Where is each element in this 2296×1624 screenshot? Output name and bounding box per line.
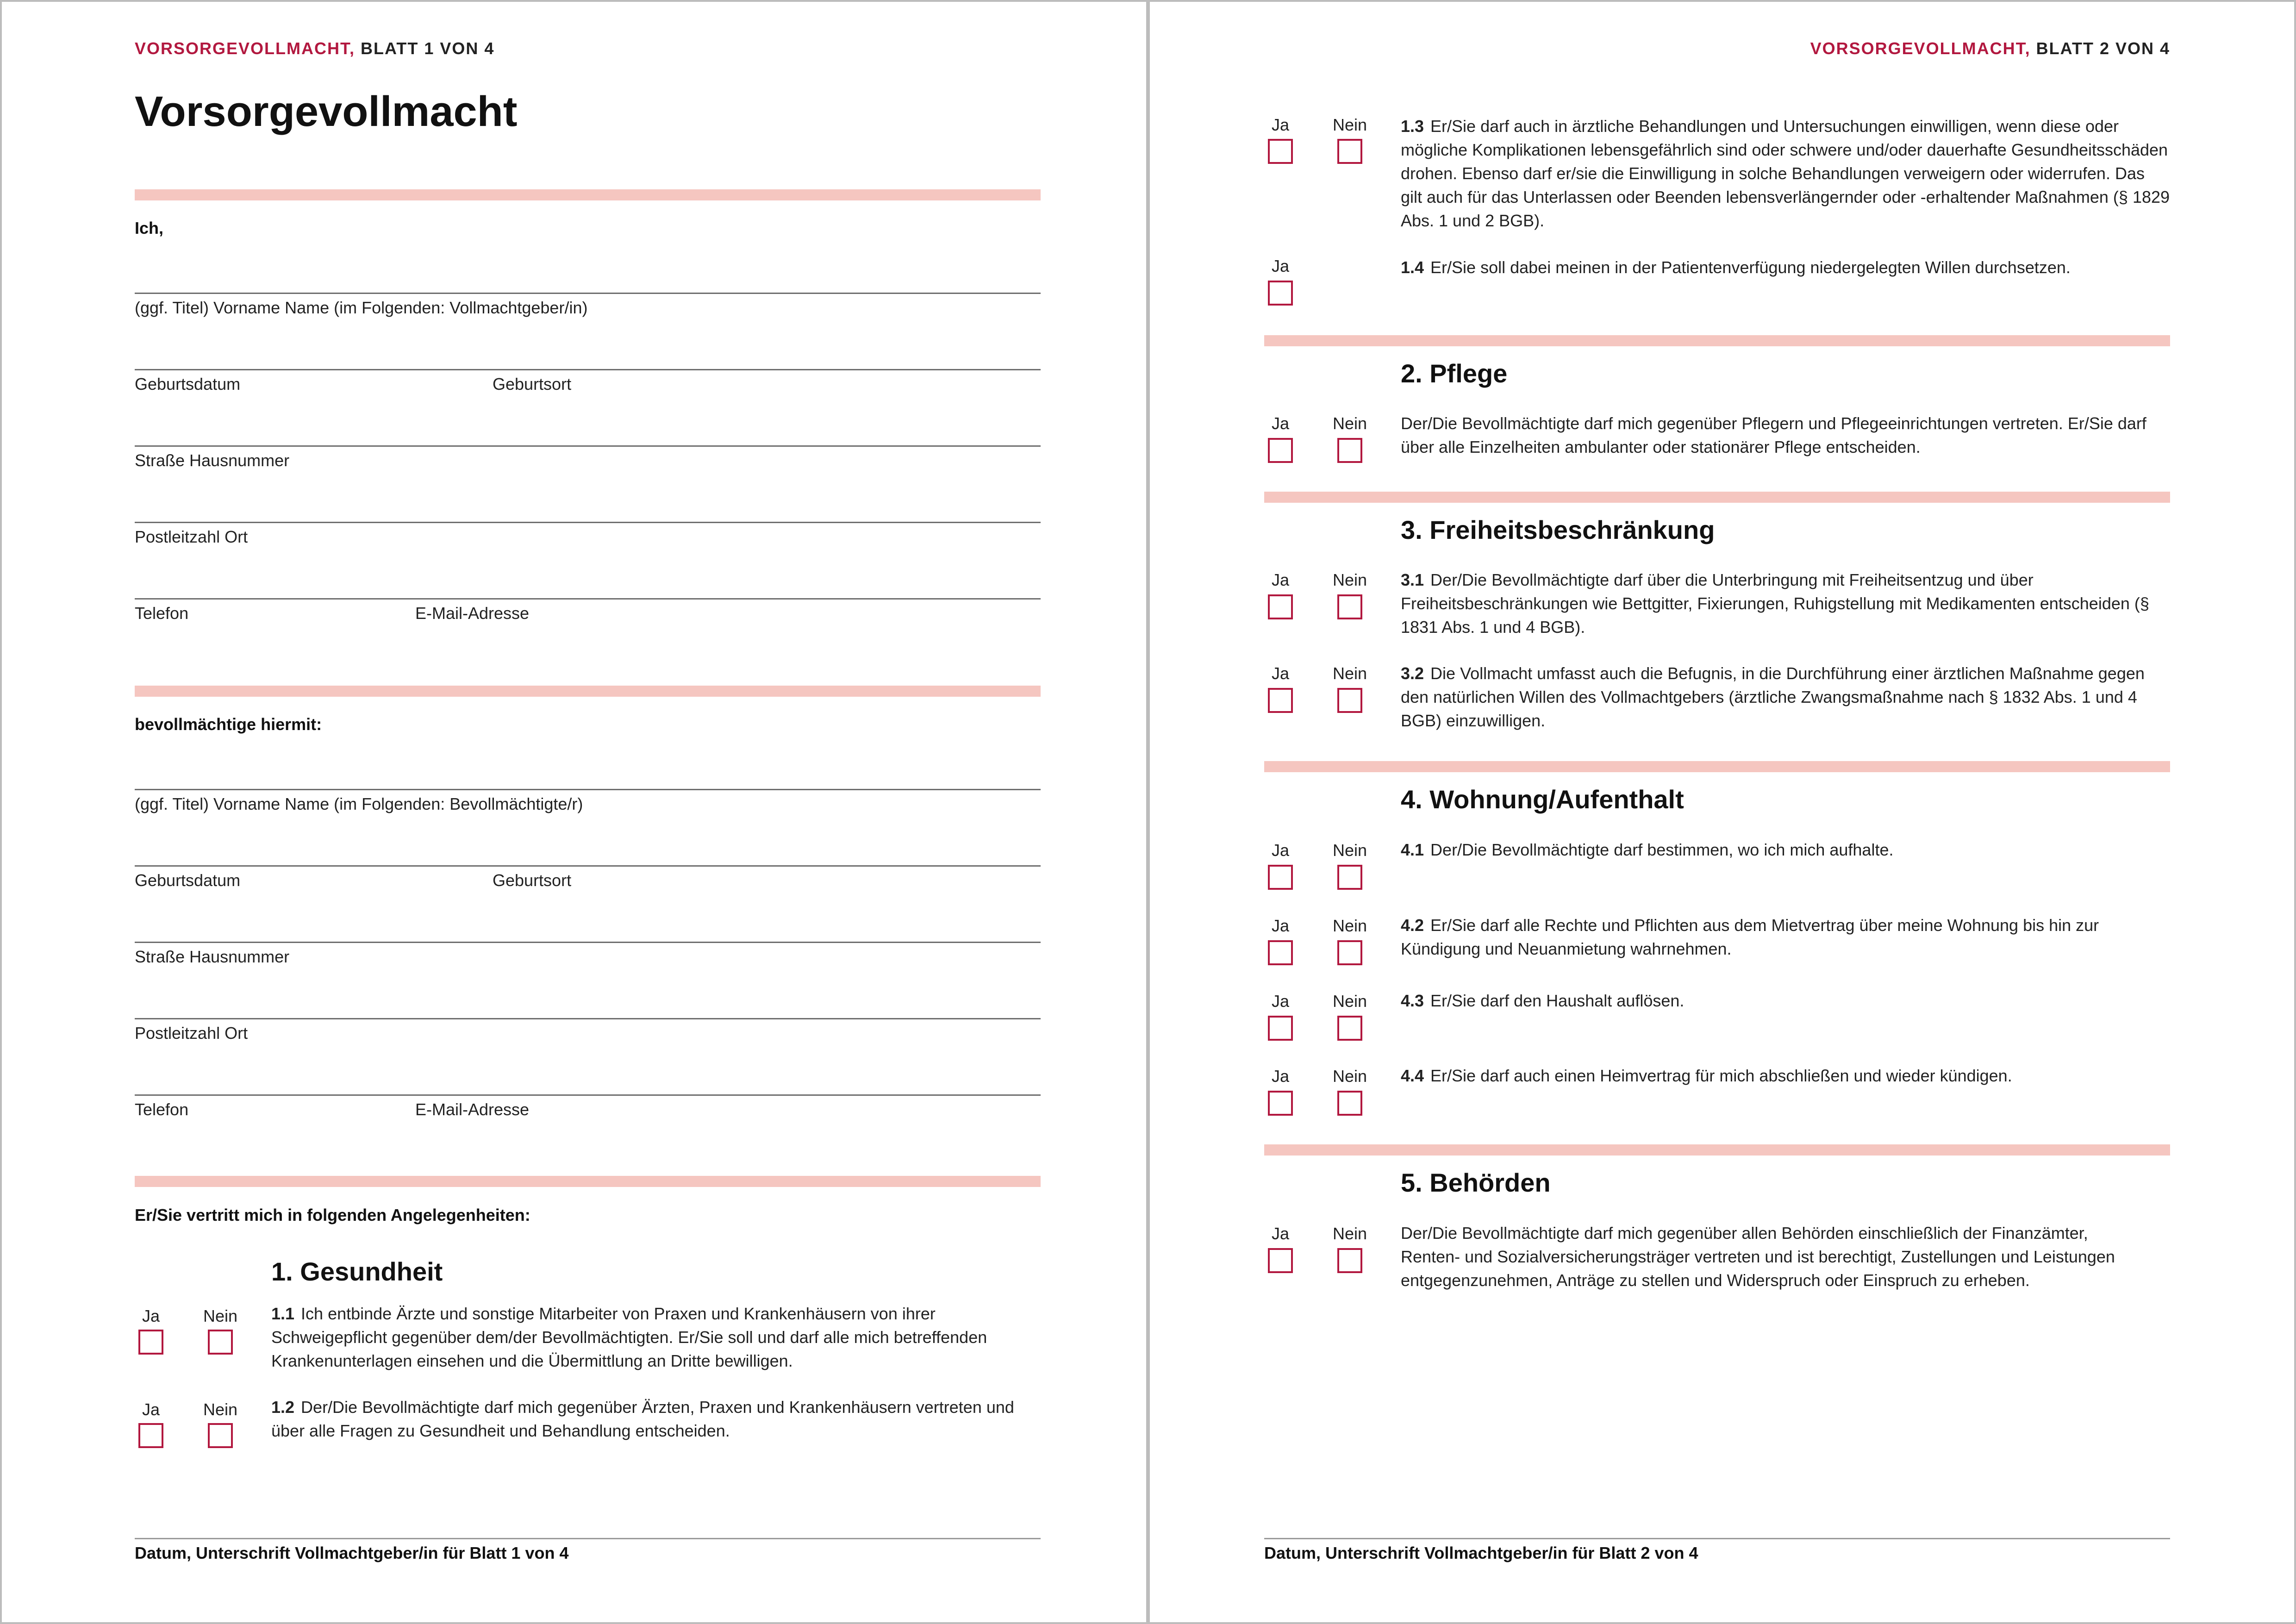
ja-label: Ja bbox=[1271, 992, 1290, 1011]
checkbox-4-2-nein[interactable] bbox=[1337, 940, 1362, 965]
signature-label: Datum, Unterschrift Vollmachtgeber/in für Blatt 1 von 4 bbox=[135, 1543, 569, 1562]
ja-label: Ja bbox=[1271, 841, 1290, 860]
checkbox-4-3-ja[interactable] bbox=[1268, 1016, 1293, 1041]
section-title-pflege: 2. Pflege bbox=[1401, 359, 1508, 388]
giver-city-label: Postleitzahl Ort bbox=[135, 527, 248, 546]
checkbox-3-1-nein[interactable] bbox=[1337, 594, 1362, 619]
page-header bbox=[1810, 39, 2170, 58]
agent-email-label: E-Mail-Adresse bbox=[415, 1100, 530, 1119]
header-page-info: BLATT 2 VON 4 bbox=[2030, 39, 2170, 58]
nein-label: Nein bbox=[1332, 1067, 1367, 1086]
checkbox-4-3-nein[interactable] bbox=[1337, 1016, 1362, 1041]
item-number: 1.4 bbox=[1401, 258, 1424, 277]
checkbox-1-1-nein[interactable] bbox=[208, 1330, 233, 1355]
item-number: 3.2 bbox=[1401, 664, 1424, 683]
item-text: Er/Sie darf alle Rechte und Pflichten aus dem Mietvertrag über meine Wohnung bis hin zur Kündigung und Neuanmietung wahrnehmen. bbox=[1401, 916, 2099, 958]
checkbox-3-2-ja[interactable] bbox=[1268, 688, 1293, 713]
agent-birthdate-label: Geburtsdatum bbox=[135, 871, 241, 890]
section-divider bbox=[1264, 761, 2170, 772]
section-divider bbox=[135, 1176, 1041, 1187]
checkbox-4-1-ja[interactable] bbox=[1268, 865, 1293, 890]
checkbox-4-4-nein[interactable] bbox=[1337, 1091, 1362, 1116]
item-text: Er/Sie darf den Haushalt auflösen. bbox=[1430, 991, 1685, 1010]
page-header bbox=[135, 39, 494, 58]
item-number: 4.1 bbox=[1401, 840, 1424, 859]
checkbox-1-4-ja[interactable] bbox=[1268, 281, 1293, 306]
nein-label: Nein bbox=[1332, 841, 1367, 860]
giver-phone-label: Telefon bbox=[135, 604, 189, 623]
agent-contact-field[interactable] bbox=[135, 1094, 1041, 1096]
nein-label: Nein bbox=[1332, 916, 1367, 935]
nein-label: Nein bbox=[203, 1306, 238, 1325]
nein-label: Nein bbox=[1332, 414, 1367, 433]
checkbox-4-2-ja[interactable] bbox=[1268, 940, 1293, 965]
nein-label: Nein bbox=[1332, 664, 1367, 683]
ja-label: Ja bbox=[1271, 664, 1290, 683]
checkbox-1-2-ja[interactable] bbox=[138, 1423, 163, 1448]
giver-email-label: E-Mail-Adresse bbox=[415, 604, 530, 623]
item-1-4 bbox=[1401, 256, 2170, 279]
item-text: Der/Die Bevollmächtigte darf bestimmen, wo ich mich aufhalte. bbox=[1430, 840, 1894, 859]
ja-label: Ja bbox=[1271, 414, 1290, 433]
section-title-wohnung: 4. Wohnung/Aufenthalt bbox=[1401, 785, 1684, 814]
agent-name-field[interactable] bbox=[135, 789, 1041, 790]
matters-label: Er/Sie vertritt mich in folgenden Angelegenheiten: bbox=[135, 1206, 530, 1224]
giver-street-field[interactable] bbox=[135, 445, 1041, 447]
ja-label: Ja bbox=[1271, 916, 1290, 935]
ja-label: Ja bbox=[142, 1306, 160, 1325]
item-text: Der/Die Bevollmächtigte darf mich gegenüber Pflegern und Pflegeeinrichtungen vertreten. Er/Sie darf über alle Einzelheiten ambulanter oder stationärer Pflege entscheiden. bbox=[1401, 414, 2146, 456]
header-brand: VORSORGEVOLLMACHT, bbox=[135, 39, 356, 58]
item-2 bbox=[1401, 412, 2170, 459]
nein-label: Nein bbox=[203, 1400, 238, 1419]
checkbox-3-2-nein[interactable] bbox=[1337, 688, 1362, 713]
item-text: Der/Die Bevollmächtigte darf mich gegenüber allen Behörden einschließlich der Finanzämter, Renten- und Sozialversicherungsträger vertreten und ist berechtigt, Zustellungen und Leistungen entgegenzunehmen, Anträge zu stellen und Widerspruch oder Einspruch zu erheben. bbox=[1401, 1224, 2115, 1290]
item-text: Er/Sie darf auch in ärztliche Behandlungen und Untersuchungen einwilligen, wenn diese oder mögliche Komplikationen lebensgefährlich sind oder schwere und/oder dauerhafte Gesundheitsschäden drohen. Ebenso darf er/sie die Einwilligung in solche Behandlungen verweigern oder widerrufen. Das gilt auch für das Unterlassen oder Beenden lebensverlängernder oder -erhaltender Maßnahmen (§ 1829 Abs. 1 und 2 BGB). bbox=[1401, 117, 2170, 230]
giver-birthdate-label: Geburtsdatum bbox=[135, 375, 241, 394]
nein-label: Nein bbox=[1332, 992, 1367, 1011]
nein-label: Nein bbox=[1332, 570, 1367, 589]
item-4-3 bbox=[1401, 989, 2170, 1012]
item-4-4 bbox=[1401, 1064, 2170, 1087]
item-number: 4.4 bbox=[1401, 1066, 1424, 1085]
item-number: 3.1 bbox=[1401, 570, 1424, 589]
item-4-1 bbox=[1401, 838, 2170, 862]
section-divider bbox=[1264, 1144, 2170, 1156]
agent-phone-label: Telefon bbox=[135, 1100, 189, 1119]
signature-line[interactable] bbox=[135, 1538, 1041, 1539]
item-number: 1.2 bbox=[271, 1398, 295, 1417]
ja-label: Ja bbox=[1271, 1067, 1290, 1086]
item-number: 1.3 bbox=[1401, 117, 1424, 136]
item-text: Der/Die Bevollmächtigte darf über die Unterbringung mit Freiheitsentzug und über Freiheitsbeschränkungen wie Bettgitter, Fixierungen, Ruhigstellung mit Medikamenten entscheiden (§ 1831 Abs. 1 und 4 BGB). bbox=[1401, 570, 2149, 637]
checkbox-5-nein[interactable] bbox=[1337, 1248, 1362, 1273]
agent-birth-field[interactable] bbox=[135, 865, 1041, 867]
section-title-behoerden: 5. Behörden bbox=[1401, 1168, 1551, 1197]
nein-label: Nein bbox=[1332, 1224, 1367, 1243]
header-brand: VORSORGEVOLLMACHT, bbox=[1810, 39, 2031, 58]
item-text: Der/Die Bevollmächtigte darf mich gegenüber Ärzten, Praxen und Krankenhäusern vertreten und über alle Fragen zu Gesundheit und Behandlung entscheiden. bbox=[271, 1398, 1014, 1440]
item-5 bbox=[1401, 1221, 2142, 1292]
agent-street-field[interactable] bbox=[135, 942, 1041, 943]
giver-contact-field[interactable] bbox=[135, 598, 1041, 600]
section-divider bbox=[135, 686, 1041, 697]
agent-city-field[interactable] bbox=[135, 1018, 1041, 1019]
section-divider bbox=[1264, 492, 2170, 503]
checkbox-1-1-ja[interactable] bbox=[138, 1330, 163, 1355]
item-text: Er/Sie darf auch einen Heimvertrag für mich abschließen und wieder kündigen. bbox=[1430, 1066, 2012, 1085]
giver-street-label: Straße Hausnummer bbox=[135, 451, 290, 470]
item-text: Er/Sie soll dabei meinen in der Patientenverfügung niedergelegten Willen durchsetzen. bbox=[1430, 258, 2071, 277]
section-divider bbox=[135, 189, 1041, 200]
section-divider bbox=[1264, 335, 2170, 346]
checkbox-1-2-nein[interactable] bbox=[208, 1423, 233, 1448]
giver-name-field[interactable] bbox=[135, 293, 1041, 294]
checkbox-4-1-nein[interactable] bbox=[1337, 865, 1362, 890]
ja-label: Ja bbox=[142, 1400, 160, 1419]
checkbox-1-3-nein[interactable] bbox=[1337, 139, 1362, 164]
agent-birthplace-label: Geburtsort bbox=[493, 871, 572, 890]
agent-name-label: (ggf. Titel) Vorname Name (im Folgenden: Bevollmächtigte/r) bbox=[135, 794, 583, 813]
item-3-2 bbox=[1401, 662, 2170, 732]
item-4-2 bbox=[1401, 913, 2142, 961]
item-text: Ich entbinde Ärzte und sonstige Mitarbeiter von Praxen und Krankenhäusern von ihrer Schweigepflicht gegenüber dem/der Bevollmächtigten. Er/Sie soll und darf alle mich betreffenden Krankenunterlagen einsehen und die Übermittlung an Dritte bewilligen. bbox=[271, 1304, 987, 1370]
page-2 bbox=[1148, 0, 2296, 1624]
giver-birth-field[interactable] bbox=[135, 369, 1041, 370]
header-page-info: BLATT 1 VON 4 bbox=[355, 39, 495, 58]
item-1-1 bbox=[271, 1302, 1041, 1373]
authorize-label: bevollmächtige hiermit: bbox=[135, 715, 322, 734]
section-title-freiheitsbeschraenkung: 3. Freiheitsbeschränkung bbox=[1401, 515, 1715, 544]
signature-label: Datum, Unterschrift Vollmachtgeber/in für Blatt 2 von 4 bbox=[1264, 1543, 1698, 1562]
item-1-3 bbox=[1401, 114, 2170, 232]
item-number: 4.3 bbox=[1401, 991, 1424, 1010]
item-text: Die Vollmacht umfasst auch die Befugnis, in die Durchführung einer ärztlichen Maßnahme gegen den natürlichen Willen des Vollmachtgebers (ärztliche Zwangsmaßnahme nach § 1832 Abs. 1 und 4 BGB) einzuwilligen. bbox=[1401, 664, 2145, 730]
ja-label: Ja bbox=[1271, 256, 1290, 275]
agent-street-label: Straße Hausnummer bbox=[135, 947, 290, 966]
item-3-1 bbox=[1401, 568, 2170, 639]
item-1-2 bbox=[271, 1395, 1041, 1443]
section-title-gesundheit: 1. Gesundheit bbox=[271, 1257, 443, 1286]
checkbox-5-ja[interactable] bbox=[1268, 1248, 1293, 1273]
giver-city-field[interactable] bbox=[135, 522, 1041, 523]
checkbox-4-4-ja[interactable] bbox=[1268, 1091, 1293, 1116]
checkbox-2-nein[interactable] bbox=[1337, 438, 1362, 463]
ich-label: Ich, bbox=[135, 219, 164, 237]
checkbox-3-1-ja[interactable] bbox=[1268, 594, 1293, 619]
item-number: 1.1 bbox=[271, 1304, 295, 1323]
nein-label: Nein bbox=[1332, 115, 1367, 134]
checkbox-1-3-ja[interactable] bbox=[1268, 139, 1293, 164]
giver-name-label: (ggf. Titel) Vorname Name (im Folgenden: Vollmachtgeber/in) bbox=[135, 298, 588, 317]
document-title: Vorsorgevollmacht bbox=[135, 88, 518, 135]
giver-birthplace-label: Geburtsort bbox=[493, 375, 572, 394]
item-number: 4.2 bbox=[1401, 916, 1424, 935]
signature-line[interactable] bbox=[1264, 1538, 2170, 1539]
ja-label: Ja bbox=[1271, 1224, 1290, 1243]
agent-city-label: Postleitzahl Ort bbox=[135, 1024, 248, 1043]
ja-label: Ja bbox=[1271, 115, 1290, 134]
checkbox-2-ja[interactable] bbox=[1268, 438, 1293, 463]
ja-label: Ja bbox=[1271, 570, 1290, 589]
